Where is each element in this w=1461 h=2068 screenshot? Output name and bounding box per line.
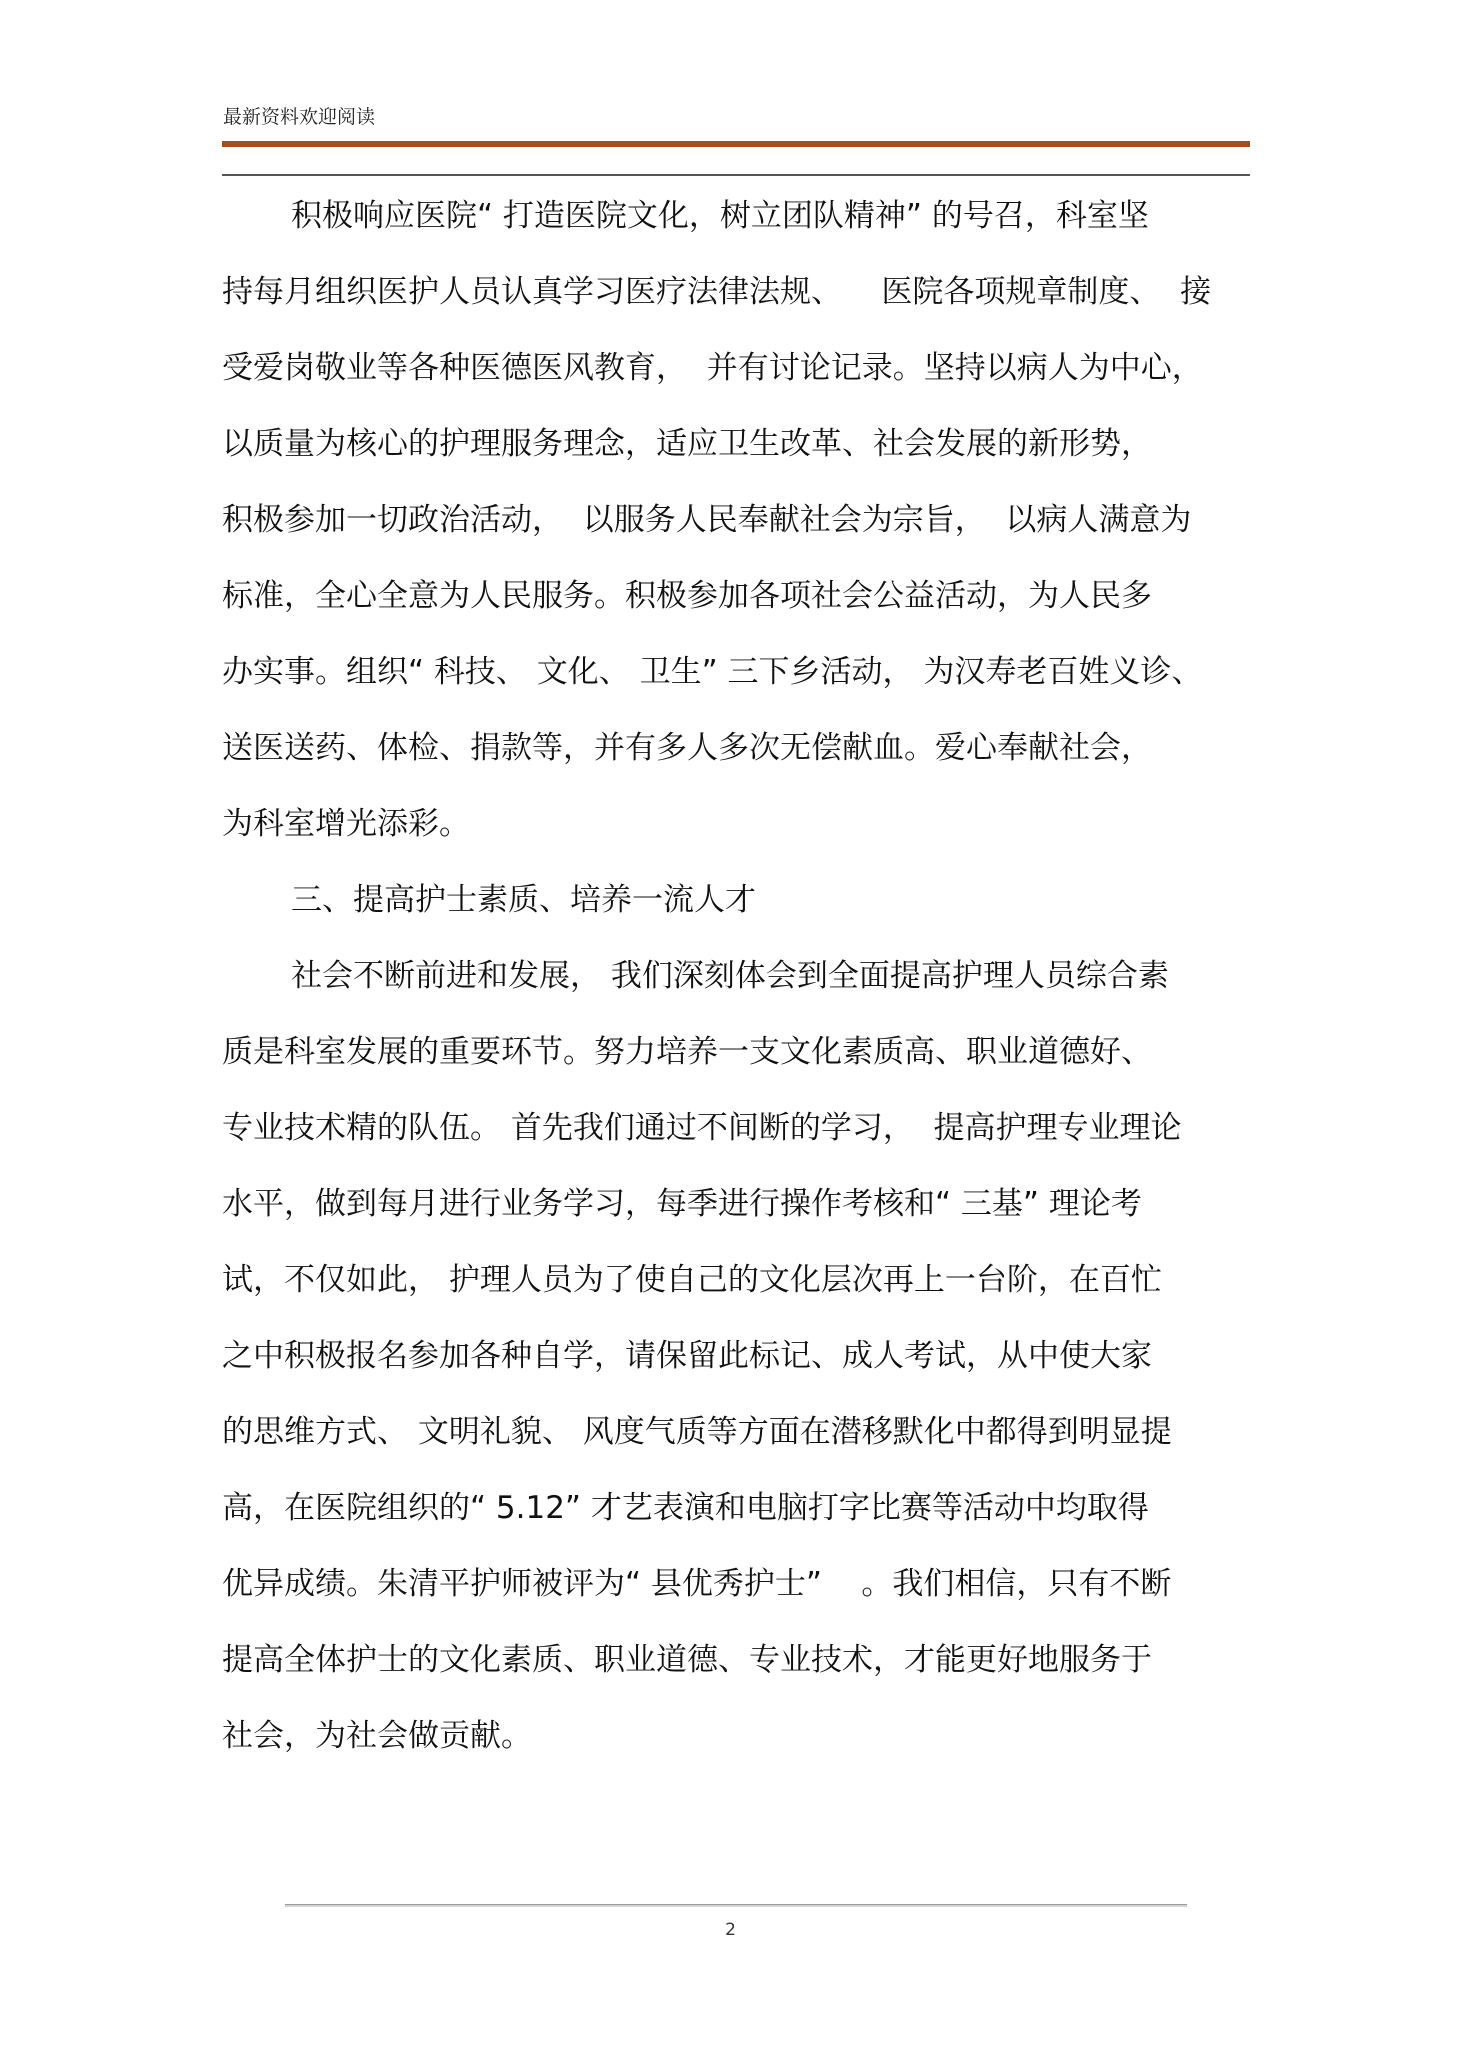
body-line: 持每月组织医护人员认真学习医疗法律法规、 医院各项规章制度、 接: [222, 274, 1212, 310]
body-line: 送医送药、体检、捐款等，并有多人多次无偿献血。爱心奉献社会，: [222, 730, 1152, 766]
body-line: 社会不断前进和发展， 我们深刻体会到全面提高护理人员综合素: [291, 958, 1169, 994]
page-number: 2: [725, 1920, 736, 1940]
body-line: 办实事。组织“ 科技、 文化、 卫生” 三下乡活动， 为汉寿老百姓义诊、: [222, 654, 1203, 690]
footer-rule: [285, 1904, 1187, 1907]
body-line: 社会，为社会做贡献。: [222, 1718, 532, 1754]
body-line: 高，在医院组织的“ 5.12” 才艺表演和电脑打字比赛等活动中均取得: [222, 1490, 1149, 1526]
body-line: 优异成绩。朱清平护师被评为“ 县优秀护士” 。我们相信，只有不断: [222, 1566, 1172, 1602]
body-line: 专业技术精的队伍。 首先我们通过不间断的学习， 提高护理专业理论: [222, 1110, 1182, 1146]
body-line: 积极响应医院“ 打造医院文化，树立团队精神” 的号召，科室坚: [291, 198, 1149, 234]
body-line: 的思维方式、 文明礼貌、 风度气质等方面在潜移默化中都得到明显提: [222, 1414, 1172, 1450]
header-text: 最新资料欢迎阅读: [223, 106, 376, 128]
body-line: 积极参加一切政治活动， 以服务人民奉献社会为宗旨， 以病人满意为: [222, 502, 1192, 538]
header-rule-thick: [222, 141, 1250, 147]
body-line: 提高全体护士的文化素质、职业道德、专业技术，才能更好地服务于: [222, 1642, 1152, 1678]
body-line: 受爱岗敬业等各种医德医风教育， 并有讨论记录。坚持以病人为中心，: [222, 350, 1203, 386]
body-line: 标准，全心全意为人民服务。积极参加各项社会公益活动，为人民多: [222, 578, 1152, 614]
body-line: 质是科室发展的重要环节。努力培养一支文化素质高、职业道德好、: [222, 1034, 1152, 1070]
section-heading: 三、提高护士素质、培养一流人才: [291, 882, 756, 918]
body-line: 为科室增光添彩。: [222, 806, 470, 842]
body-line: 以质量为核心的护理服务理念，适应卫生改革、社会发展的新形势，: [222, 426, 1152, 462]
body-line: 之中积极报名参加各种自学，请保留此标记、成人考试，从中使大家: [222, 1338, 1152, 1374]
body-line: 水平，做到每月进行业务学习，每季进行操作考核和“ 三基” 理论考: [222, 1186, 1142, 1222]
header-rule-thin: [222, 174, 1250, 176]
body-line: 试，不仅如此， 护理人员为了使自己的文化层次再上一台阶，在百忙: [222, 1262, 1162, 1298]
